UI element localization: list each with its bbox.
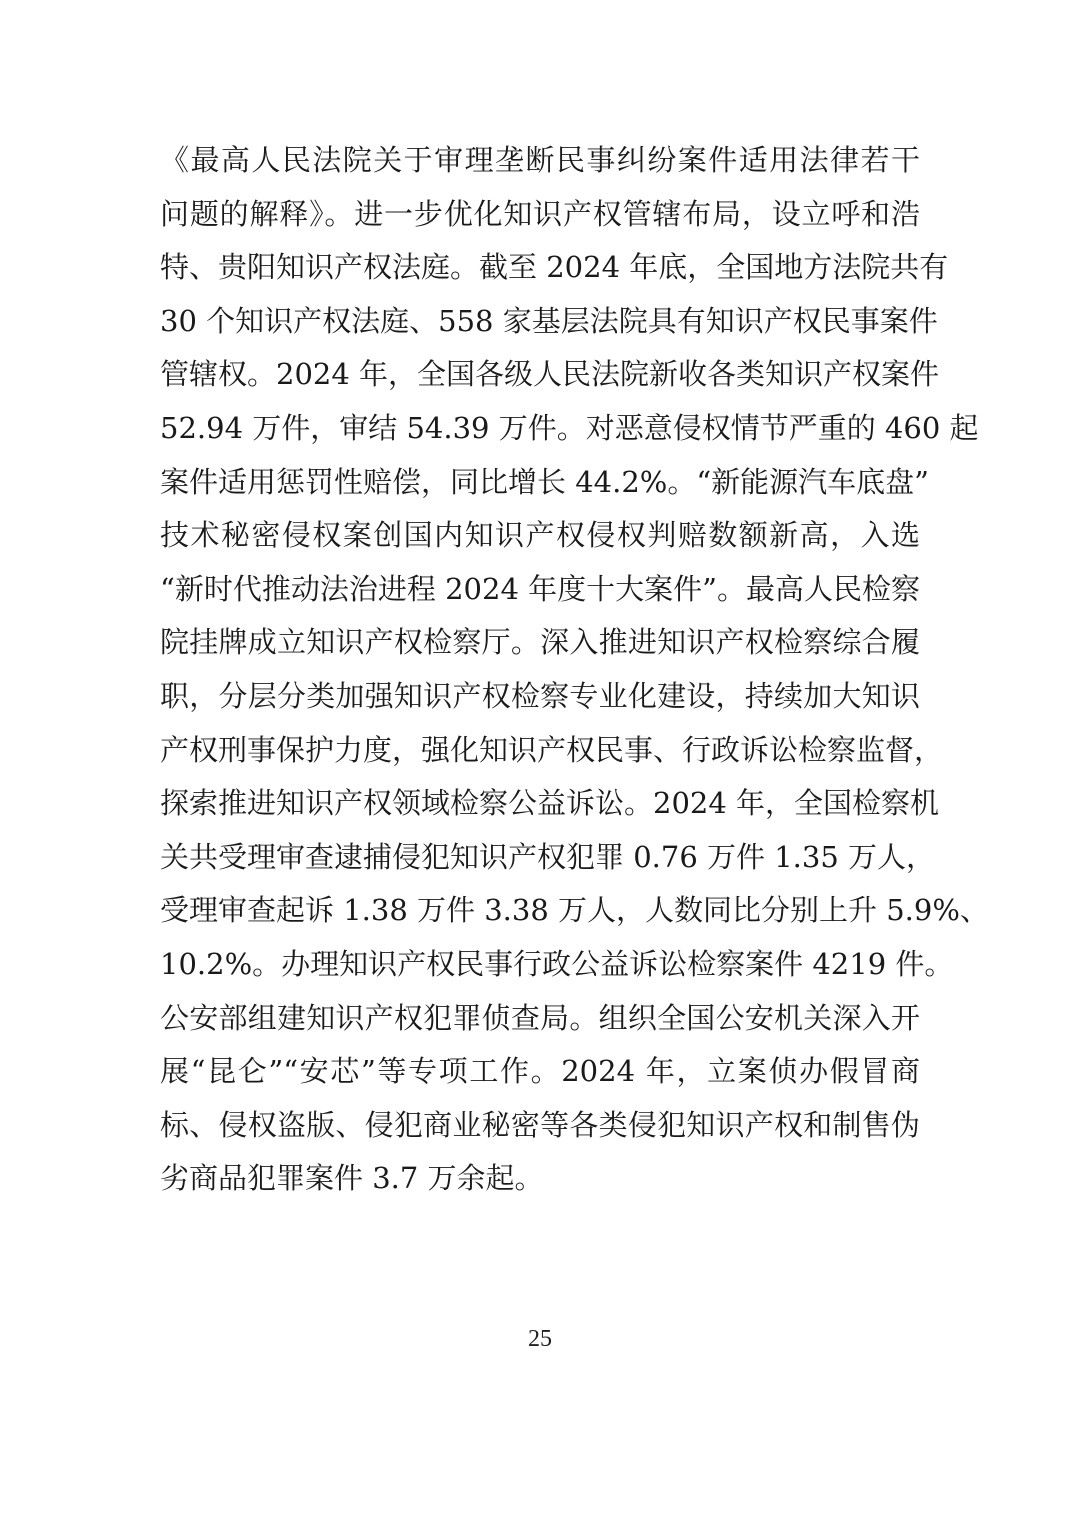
text-line: 探索推进知识产权领域检察公益诉讼。2024 年，全国检察机 <box>160 786 940 821</box>
body-paragraph <box>160 134 989 1206</box>
text-line: 52.94 万件，审结 54.39 万件。对恶意侵权情节严重的 460 起 <box>160 410 979 445</box>
text-line: 技术秘密侵权案创国内知识产权侵权判赔数额新高，入选 <box>160 518 920 553</box>
text-line-last: 劣商品犯罪案件 3.7 万余起。 <box>160 1161 544 1196</box>
text-line: 受理审查起诉 1.38 万件 3.38 万人，人数同比分别上升 5.9%、 <box>160 893 989 928</box>
text-line: 标、侵权盗版、侵犯商业秘密等各类侵犯知识产权和制售伪 <box>160 1107 920 1142</box>
page-number: 25 <box>528 1326 552 1352</box>
text-line: 展“昆仑”“安芯”等专项工作。2024 年，立案侦办假冒商 <box>160 1054 920 1089</box>
text-line: 院挂牌成立知识产权检察厅。深入推进知识产权检察综合履 <box>160 625 920 660</box>
text-line: “新时代推动法治进程 2024 年度十大案件”。最高人民检察 <box>160 571 920 606</box>
text-line: 问题的解释》。进一步优化知识产权管辖布局，设立呼和浩 <box>160 196 920 231</box>
text-line: 职，分层分类加强知识产权检察专业化建设，持续加大知识 <box>160 678 920 713</box>
text-line: 特、贵阳知识产权法庭。截至 2024 年底，全国地方法院共有 <box>160 250 949 285</box>
text-line: 公安部组建知识产权犯罪侦查局。组织全国公安机关深入开 <box>160 1000 920 1035</box>
text-line: 10.2%。办理知识产权民事行政公益诉讼检察案件 4219 件。 <box>160 946 954 981</box>
text-line: 30 个知识产权法庭、558 家基层法院具有知识产权民事案件 <box>160 303 938 338</box>
text-line: 产权刑事保护力度，强化知识产权民事、行政诉讼检察监督， <box>160 732 944 767</box>
text-line: 管辖权。2024 年，全国各级人民法院新收各类知识产权案件 <box>160 357 940 392</box>
text-line: 关共受理审查逮捕侵犯知识产权犯罪 0.76 万件 1.35 万人， <box>160 839 936 874</box>
text-line: 《最高人民法院关于审理垄断民事纠纷案件适用法律若干 <box>160 143 920 177</box>
text-line: 案件适用惩罚性赔偿，同比增长 44.2%。“新能源汽车底盘” <box>160 464 929 499</box>
